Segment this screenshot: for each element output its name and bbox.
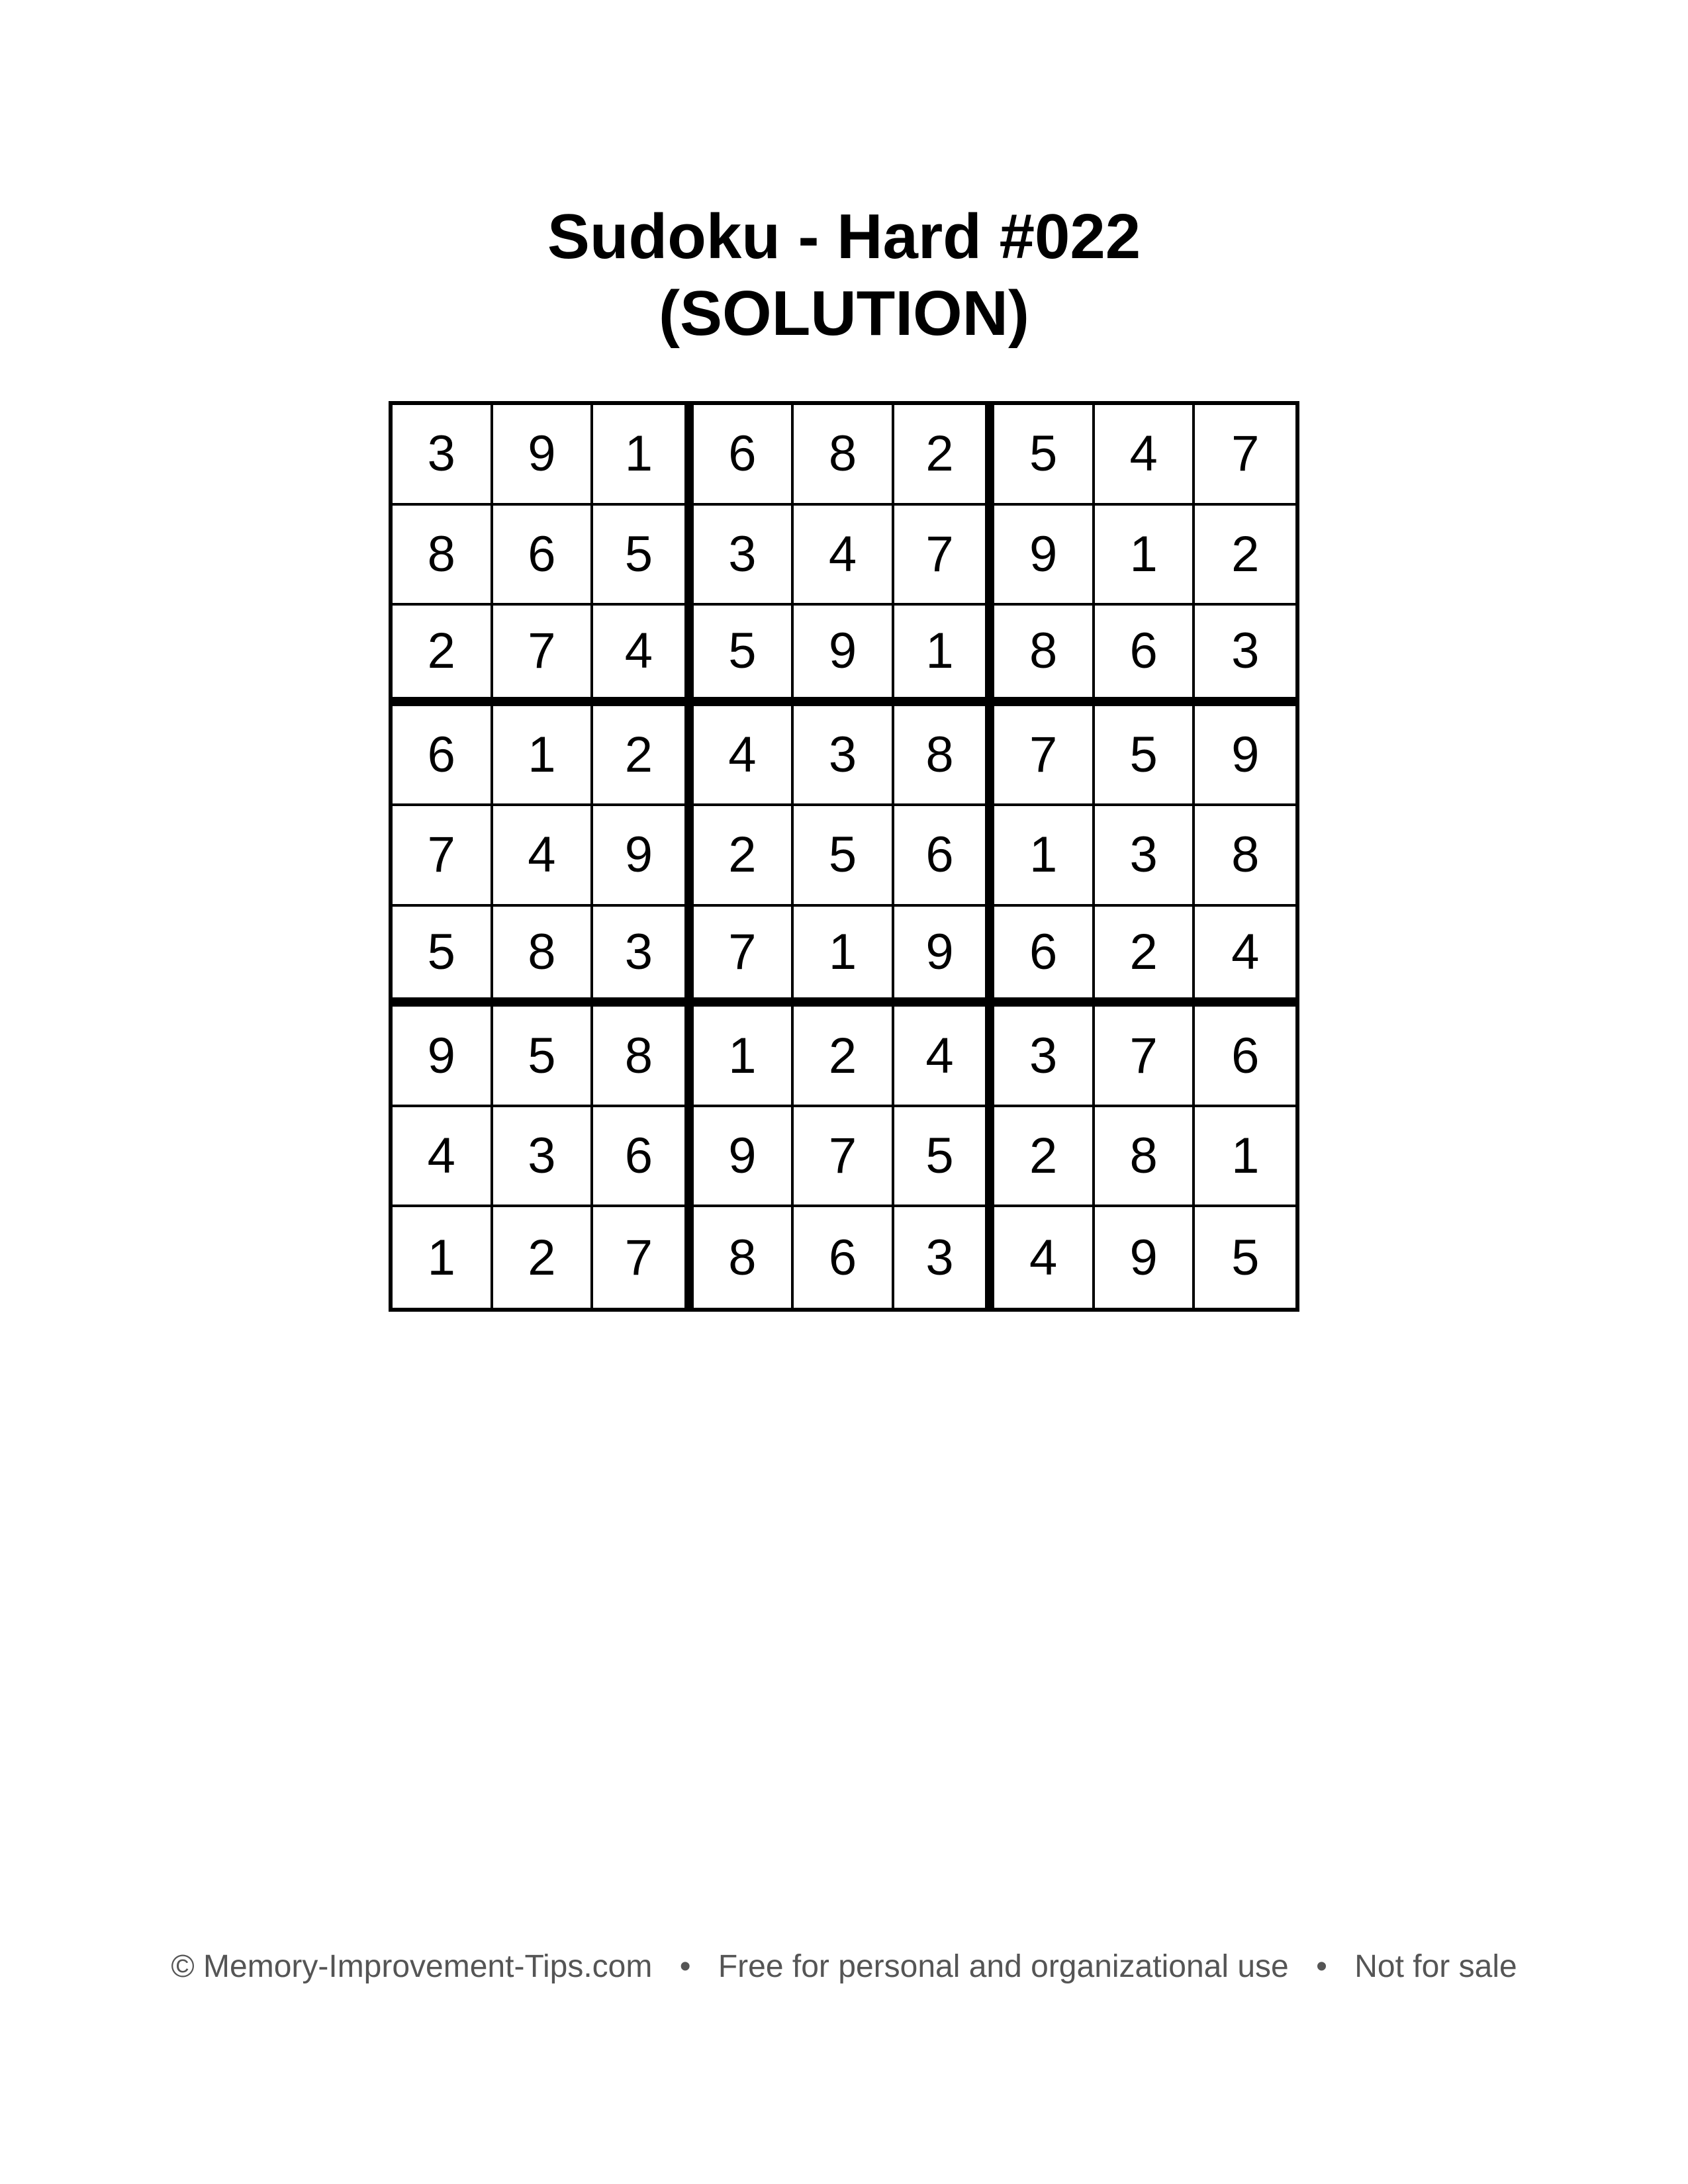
- sudoku-cell: 1: [994, 806, 1095, 907]
- sudoku-cell: 1: [694, 1007, 794, 1107]
- sudoku-cell: 3: [894, 1207, 995, 1308]
- sudoku-cell: 1: [894, 606, 995, 706]
- sudoku-cell: 2: [593, 706, 694, 807]
- sudoku-cell: 8: [593, 1007, 694, 1107]
- sudoku-cell: 4: [393, 1107, 493, 1208]
- sudoku-cell: 2: [994, 1107, 1095, 1208]
- sudoku-cell: 7: [894, 506, 995, 606]
- sudoku-cell: 5: [1231, 1229, 1260, 1286]
- sudoku-cell: 5: [994, 405, 1095, 506]
- sudoku-cell: 7: [794, 1107, 894, 1208]
- footer-copyright: © Memory-Improvement-Tips.com: [171, 1949, 653, 1984]
- sudoku-cell: 9: [1195, 706, 1295, 807]
- sudoku-cell: 2: [894, 405, 995, 506]
- sudoku-cell: 5: [593, 506, 694, 606]
- sudoku-cell: 3: [794, 706, 894, 807]
- sudoku-cell: 6: [493, 506, 594, 606]
- sudoku-cell: 8: [894, 706, 995, 807]
- sudoku-cell: 1: [593, 405, 694, 506]
- sudoku-cell: 3: [593, 907, 694, 1007]
- sudoku-cell: 6: [994, 907, 1095, 1007]
- sudoku-cell: 3: [994, 1007, 1095, 1107]
- sudoku-cell: 8: [393, 506, 493, 606]
- sudoku-cell: 7: [694, 907, 794, 1007]
- sudoku-cell: 9: [493, 405, 594, 506]
- sudoku-cell: 9: [393, 1007, 493, 1107]
- sudoku-cell: 6: [393, 706, 493, 807]
- sudoku-cell: 4: [694, 706, 794, 807]
- sudoku-cell: 4: [593, 606, 694, 706]
- sudoku-cell: 6: [1195, 1007, 1295, 1107]
- sudoku-cell: 7: [393, 806, 493, 907]
- sudoku-cell: 2: [1195, 506, 1295, 606]
- sudoku-cell: 3: [1095, 806, 1196, 907]
- sudoku-cell: 7: [994, 706, 1095, 807]
- sudoku-cell: 1: [493, 706, 594, 807]
- sudoku-cell: 3: [393, 405, 493, 506]
- sudoku-cell: 4: [994, 1207, 1095, 1308]
- sudoku-cell: 9: [794, 606, 894, 706]
- sudoku-cell: 8: [1195, 806, 1295, 907]
- sudoku-cell: 4: [894, 1007, 995, 1107]
- footer-separator: •: [1316, 1949, 1327, 1984]
- sudoku-cell: 8: [493, 907, 594, 1007]
- sudoku-cell: 9: [593, 806, 694, 907]
- sudoku-cell: 6: [794, 1207, 894, 1308]
- sudoku-cell: 5: [694, 606, 794, 706]
- sudoku-cell: 1: [794, 907, 894, 1007]
- sudoku-cell: 5: [894, 1107, 995, 1208]
- footer: [0, 1948, 1688, 1985]
- sudoku-cell: 5: [794, 806, 894, 907]
- sudoku-cell: 7: [493, 606, 594, 706]
- sudoku-cell: 7: [1195, 405, 1295, 506]
- title-line-1: Sudoku - Hard #022: [547, 201, 1141, 272]
- sudoku-cell: 8: [694, 1207, 794, 1308]
- sudoku-cell: 1: [1195, 1107, 1295, 1208]
- sudoku-cell: 8: [994, 606, 1095, 706]
- sudoku-cell: 8: [1095, 1107, 1196, 1208]
- title-line-2: (SOLUTION): [659, 278, 1029, 349]
- sudoku-cell: 6: [694, 405, 794, 506]
- footer-usage: Free for personal and organizational use: [718, 1949, 1289, 1984]
- sudoku-cell: 9: [694, 1107, 794, 1208]
- sudoku-cell: 2: [794, 1007, 894, 1107]
- sudoku-cell: 8: [794, 405, 894, 506]
- sudoku-cell: 7: [593, 1207, 694, 1308]
- sudoku-cell: 6: [1095, 606, 1196, 706]
- footer-separator: •: [679, 1949, 691, 1984]
- sudoku-cell: 2: [694, 806, 794, 907]
- sudoku-cell: 4: [493, 806, 594, 907]
- sudoku-cell: 4: [794, 506, 894, 606]
- sudoku-cell: 2: [393, 606, 493, 706]
- footer-not-for-sale: Not for sale: [1354, 1949, 1517, 1984]
- sudoku-cell: 3: [694, 506, 794, 606]
- page-title: [0, 199, 1688, 352]
- sudoku-cell: 6: [894, 806, 995, 907]
- sudoku-cell: 1: [1095, 506, 1196, 606]
- sudoku-cell: 4: [1195, 907, 1295, 1007]
- sudoku-cell: 5: [393, 907, 493, 1007]
- sudoku-cell: 9: [894, 907, 995, 1007]
- sudoku-cell: 7: [1095, 1007, 1196, 1107]
- sudoku-cell: 3: [493, 1107, 594, 1208]
- sudoku-cell: 9: [994, 506, 1095, 606]
- sudoku-cell: 2: [493, 1207, 594, 1308]
- sudoku-cell: 3: [1195, 606, 1295, 706]
- sudoku-cell: 6: [593, 1107, 694, 1208]
- sudoku-cell: 5: [493, 1007, 594, 1107]
- sudoku-grid: [389, 401, 1299, 1312]
- sudoku-cell: 5: [1095, 706, 1196, 807]
- sudoku-cell: 9: [1095, 1207, 1196, 1308]
- sudoku-cell: 2: [1095, 907, 1196, 1007]
- sudoku-cell: 4: [1095, 405, 1196, 506]
- sudoku-cell: 1: [393, 1207, 493, 1308]
